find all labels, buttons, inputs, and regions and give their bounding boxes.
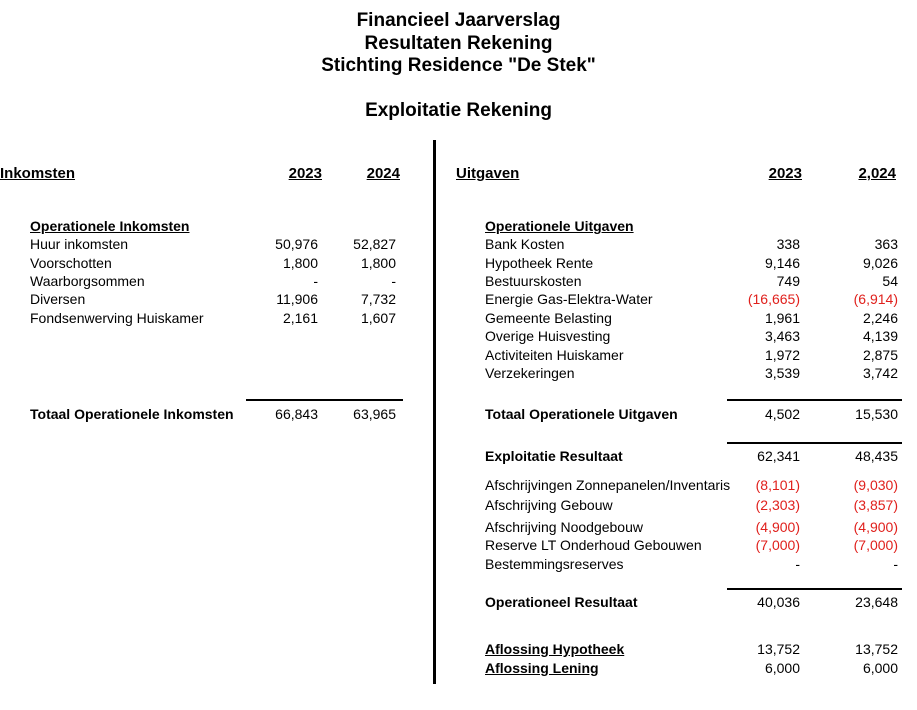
income-heading: Inkomsten — [0, 165, 76, 182]
loan-repayment-2024: 6,000 — [862, 660, 898, 676]
depreciation-2024: (7,000) — [853, 537, 898, 553]
expense-row-label: Activiteiten Huiskamer — [485, 347, 624, 363]
income-row-label: Fondsenwerving Huiskamer — [30, 310, 204, 326]
expense-row-label: Gemeente Belasting — [485, 310, 612, 326]
income-row-label: Diversen — [30, 291, 86, 307]
mortgage-repayment-2024: 13,752 — [855, 641, 898, 657]
income-col-2023: 2023 — [288, 165, 322, 182]
income-row-2023: 11,906 — [276, 291, 318, 307]
depreciation-2023: (8,101) — [755, 477, 800, 493]
expense-row-2024: (6,914) — [853, 291, 898, 307]
income-total-rule — [246, 399, 403, 401]
income-row-2024: 1,607 — [360, 310, 396, 326]
exploitatie-2023: 62,341 — [757, 448, 800, 464]
expense-row-2023: 338 — [776, 236, 800, 252]
expense-row-2024: 54 — [882, 273, 898, 289]
income-row-2024: 7,732 — [360, 291, 396, 307]
income-row-2023: 2,161 — [282, 310, 318, 326]
operational-result-2023: 40,036 — [757, 594, 800, 610]
exploitatie-label: Exploitatie Resultaat — [485, 448, 623, 464]
mortgage-repayment-label: Aflossing Hypotheek — [485, 641, 625, 657]
expenses-col-2024: 2,024 — [858, 165, 896, 182]
income-row-2023: 1,800 — [282, 255, 318, 271]
expense-row-label: Bank Kosten — [485, 236, 565, 252]
expense-row-label: Overige Huisvesting — [485, 328, 611, 344]
expense-row-2024: 3,742 — [862, 365, 898, 381]
expense-row-2023: 3,463 — [764, 328, 800, 344]
expense-row-label: Hypotheek Rente — [485, 255, 594, 271]
expenses-total-2024: 15,530 — [855, 406, 898, 422]
expense-row-2023: 1,972 — [764, 347, 800, 363]
expense-row-2024: 363 — [874, 236, 898, 252]
income-row-label: Waarborgsommen — [30, 273, 145, 289]
depreciation-2024: (9,030) — [853, 477, 898, 493]
column-divider — [433, 140, 436, 684]
expense-row-2023: 749 — [776, 273, 800, 289]
income-total-2024: 63,965 — [353, 406, 396, 422]
income-row-label: Voorschotten — [30, 255, 112, 271]
depreciation-2024: (4,900) — [853, 519, 898, 535]
income-row-label: Huur inkomsten — [30, 236, 129, 252]
depreciation-label: Reserve LT Onderhoud Gebouwen — [485, 537, 702, 553]
expense-row-label: Bestuurskosten — [485, 273, 582, 289]
report-title: Financieel Jaarverslag — [356, 10, 561, 31]
organization-name: Stichting Residence "De Stek" — [321, 55, 596, 76]
income-row-2024: - — [391, 273, 396, 289]
income-row-2024: 52,827 — [353, 236, 396, 252]
depreciation-label: Afschrijving Noodgebouw — [485, 519, 643, 535]
depreciation-2024: - — [893, 556, 898, 572]
report-subtitle: Resultaten Rekening — [364, 33, 553, 54]
exploitatie-rule — [727, 442, 902, 444]
operational-result-2024: 23,648 — [855, 594, 898, 610]
depreciation-label: Afschrijving Gebouw — [485, 497, 613, 513]
expense-row-label: Verzekeringen — [485, 365, 575, 381]
expense-row-2024: 9,026 — [862, 255, 898, 271]
income-row-2023: - — [313, 273, 318, 289]
depreciation-2023: - — [795, 556, 800, 572]
expenses-heading: Uitgaven — [456, 165, 520, 182]
expense-row-2023: 3,539 — [764, 365, 800, 381]
income-section-label: Operationele Inkomsten — [30, 218, 190, 234]
expense-row-2023: (16,665) — [747, 291, 800, 307]
mortgage-repayment-2023: 13,752 — [757, 641, 800, 657]
depreciation-2024: (3,857) — [853, 497, 898, 513]
expense-row-label: Energie Gas-Elektra-Water — [485, 291, 653, 307]
depreciation-2023: (2,303) — [755, 497, 800, 513]
exploitatie-2024: 48,435 — [855, 448, 898, 464]
expenses-col-2023: 2023 — [768, 165, 802, 182]
expense-row-2024: 2,246 — [862, 310, 898, 326]
expense-row-2023: 1,961 — [764, 310, 800, 326]
income-total-label: Totaal Operationele Inkomsten — [30, 406, 234, 422]
depreciation-label: Bestemmingsreserves — [485, 556, 624, 572]
income-total-2023: 66,843 — [275, 406, 318, 422]
expenses-total-label: Totaal Operationele Uitgaven — [485, 406, 678, 422]
section-title: Exploitatie Rekening — [365, 100, 552, 121]
expense-row-2024: 2,875 — [862, 347, 898, 363]
depreciation-label: Afschrijvingen Zonnepanelen/Inventaris — [485, 477, 731, 493]
income-row-2024: 1,800 — [360, 255, 396, 271]
expenses-total-2023: 4,502 — [764, 406, 800, 422]
expenses-section-label: Operationele Uitgaven — [485, 218, 634, 234]
loan-repayment-label: Aflossing Lening — [485, 660, 599, 676]
income-col-2024: 2024 — [366, 165, 400, 182]
expenses-total-rule — [727, 399, 902, 401]
operational-result-label: Operationeel Resultaat — [485, 594, 638, 610]
depreciation-2023: (7,000) — [755, 537, 800, 553]
expense-row-2024: 4,139 — [862, 328, 898, 344]
loan-repayment-2023: 6,000 — [764, 660, 800, 676]
expense-row-2023: 9,146 — [764, 255, 800, 271]
income-row-2023: 50,976 — [275, 236, 318, 252]
depreciation-2023: (4,900) — [755, 519, 800, 535]
operational-result-rule — [727, 588, 902, 590]
